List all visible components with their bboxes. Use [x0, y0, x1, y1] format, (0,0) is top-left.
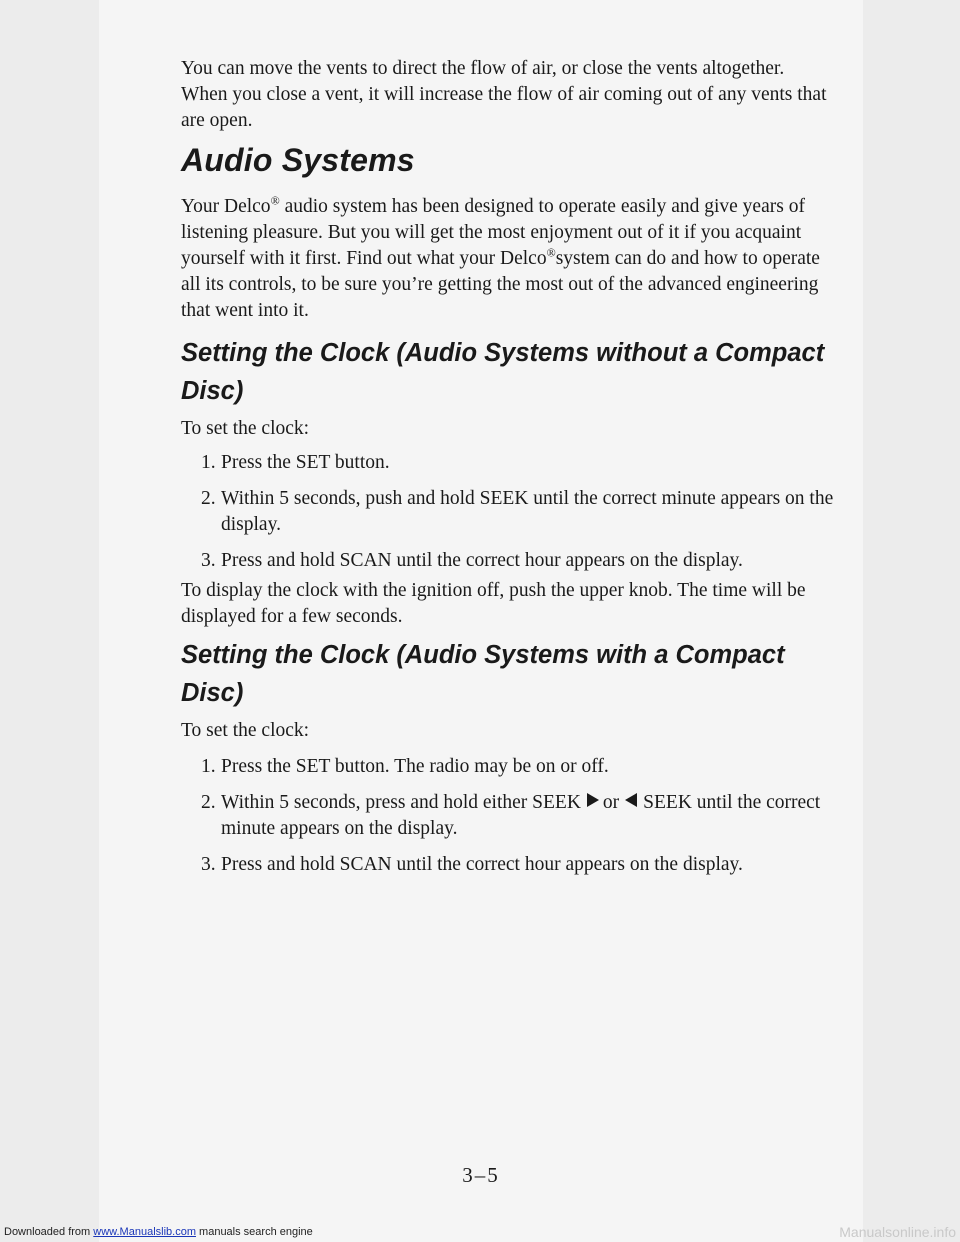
registered-mark: ®	[270, 193, 280, 208]
step-text: Press and hold SCAN until the correct hour appears on the display.	[221, 550, 743, 571]
step-text-b: or	[602, 792, 620, 813]
audio-text-3: system can do and how to operate all its controls, to be sure you’re getting the most out of the advanced engineering that went into it.	[181, 248, 820, 321]
display-clock-paragraph: To display the clock with the ignition off, push the upper knob. The time will be displayed for a few seconds.	[181, 580, 806, 627]
vents-paragraph: You can move the vents to direct the flow of air, or close the vents altogether. When you close a vent, it will increase the flow of air coming out of any vents that are open.	[181, 58, 827, 131]
step-item	[181, 754, 841, 780]
step-number: 3.	[201, 550, 216, 571]
step-text-a: Within 5 seconds, press and hold either SEEK	[221, 792, 581, 813]
step-number: 1.	[201, 452, 216, 473]
page-number: 3–5	[462, 1163, 500, 1187]
step-item	[181, 790, 841, 842]
manual-page	[99, 0, 863, 1242]
audio-text-2: audio system has been designed to operate easily and give years of listening pleasure. But you will get the most enjoyment out of it if you acquaint yourself with it first. Find out what your Delco	[181, 196, 805, 269]
step-text: Press and hold SCAN until the correct hour appears on the display.	[221, 854, 743, 875]
step-number: 1.	[201, 756, 216, 777]
step-text: Press the SET button. The radio may be on or off.	[221, 756, 609, 777]
audio-paragraph	[181, 194, 841, 324]
clock-cd-heading: Setting the Clock (Audio Systems with a Compact Disc)	[181, 641, 785, 707]
download-footer	[4, 1226, 313, 1238]
step-text-c: SEEK until the correct minute appears on the display.	[221, 792, 821, 839]
triangle-left-icon	[625, 793, 637, 807]
footer-suffix: manuals search engine	[195, 1226, 313, 1238]
clock-cd-intro: To set the clock:	[181, 720, 310, 741]
step-item	[181, 450, 841, 476]
registered-mark: ®	[546, 245, 556, 260]
step-number: 2.	[201, 792, 216, 813]
watermark: Manualsonline.info	[839, 1224, 956, 1240]
clock-no-cd-heading: Setting the Clock (Audio Systems without a Compact Disc)	[181, 339, 825, 405]
clock-no-cd-steps	[181, 450, 841, 584]
clock-no-cd-intro: To set the clock:	[181, 418, 310, 439]
triangle-right-icon	[587, 793, 599, 807]
step-text: Within 5 seconds, push and hold SEEK until the correct minute appears on the display.	[221, 488, 834, 535]
step-item	[181, 486, 841, 538]
step-number: 2.	[201, 488, 216, 509]
section-title: Audio Systems	[181, 142, 415, 178]
step-number: 3.	[201, 854, 216, 875]
clock-cd-steps	[181, 754, 841, 888]
step-item	[181, 548, 841, 574]
step-item	[181, 852, 841, 878]
audio-text-1: Your Delco	[181, 196, 271, 217]
footer-prefix: Downloaded from	[4, 1226, 94, 1238]
manualslib-link[interactable]: www.Manualslib.com	[93, 1226, 196, 1238]
step-text: Press the SET button.	[221, 452, 390, 473]
